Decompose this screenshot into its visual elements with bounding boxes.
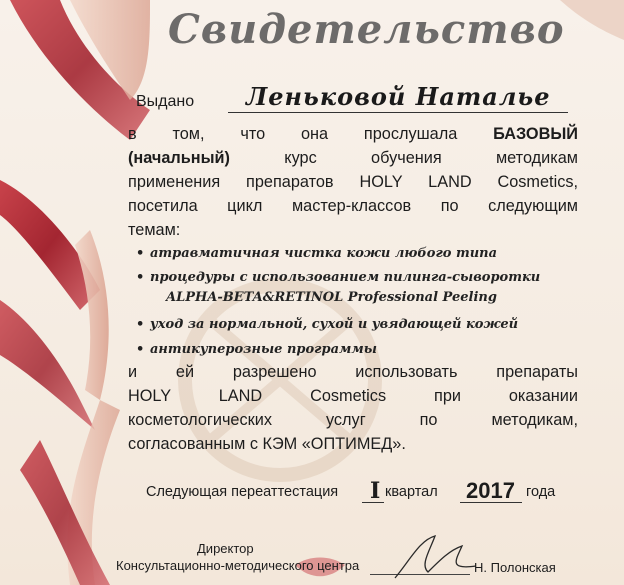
body-line-4: посетила цикл мастер-классов по следующим xyxy=(128,197,578,215)
year-underline xyxy=(460,502,522,503)
body-line-5: темам: xyxy=(128,221,181,239)
reattestation-label: Следующая переаттестация xyxy=(146,484,339,500)
body-line-1: в том, что она прослушала БАЗОВЫЙ xyxy=(128,125,578,143)
bullet-icon: • xyxy=(136,246,145,261)
signatory-name: Н. Полонская xyxy=(474,560,556,575)
topic-item: • атравматичная чистка кожи любого типа xyxy=(136,246,498,261)
topic-item: • антикуперозные программы xyxy=(136,342,377,357)
recipient-underline xyxy=(228,112,568,113)
permission-line-1: и ей разрешено использовать препараты xyxy=(128,363,578,381)
signatory-organization: Консультационно-методического центра xyxy=(116,558,360,573)
bullet-icon: • xyxy=(136,270,145,285)
recipient-name: Леньковой Наталье xyxy=(246,82,551,111)
quarter-underline xyxy=(362,502,384,503)
course-level: БАЗОВЫЙ xyxy=(493,125,578,143)
topic-item: • уход за нормальной, сухой и увядающей кожей xyxy=(136,317,519,332)
bullet-icon: • xyxy=(136,342,145,357)
body-line-3: применения препаратов HOLY LAND Cosmetics, xyxy=(128,173,578,191)
topic-item: • процедуры с использованием пилинга-сыворотки xyxy=(136,270,541,285)
certificate-title: Свидетельство xyxy=(168,6,565,53)
reattestation-quarter: I xyxy=(370,478,381,504)
body-line-2: (начальный) курс обучения методикам xyxy=(128,149,578,167)
reattestation-quarter-word: квартал xyxy=(385,484,438,500)
handwritten-signature xyxy=(390,530,480,585)
bullet-icon: • xyxy=(136,317,145,332)
topic-item-continuation: ALPHA-BETA&RETINOL Professional Peeling xyxy=(166,290,497,305)
course-level-sub: (начальный) xyxy=(128,149,230,167)
issued-label: Выдано xyxy=(136,93,195,110)
permission-line-4: согласованным с КЭМ «ОПТИМЕД». xyxy=(128,435,406,453)
reattestation-year: 2017 xyxy=(466,478,515,503)
permission-line-2: HOLY LAND Cosmetics при оказании xyxy=(128,387,578,405)
signatory-title: Директор xyxy=(197,541,254,556)
reattestation-year-word: года xyxy=(526,484,556,500)
permission-line-3: косметологических услуг по методикам, xyxy=(128,411,578,429)
